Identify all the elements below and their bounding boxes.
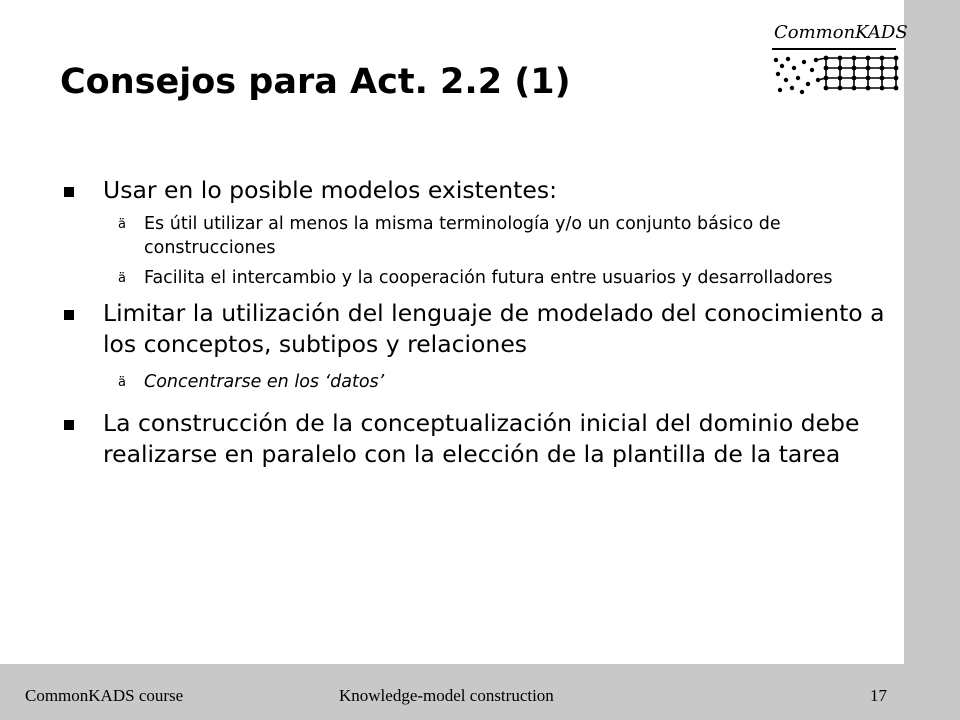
bullet-text: Limitar la utilización del lenguaje de modelado del conocimiento a los conceptos, subtipos y relaciones (103, 299, 885, 358)
logo-rule (772, 48, 896, 50)
sub-bullet-marker-icon: ä (118, 271, 126, 286)
square-bullet-icon (64, 187, 74, 197)
square-bullet-icon (64, 310, 74, 320)
logo-text: CommonKADS (774, 22, 908, 43)
commonkads-logo (768, 20, 908, 100)
sub-bullet-marker-icon: ä (118, 375, 126, 390)
footer-topic: Knowledge-model construction (339, 686, 554, 705)
slide-content (58, 175, 888, 480)
commonkads-network-logo-icon (772, 54, 900, 98)
bullet-limitar-lenguaje (58, 298, 888, 360)
bullet-text: La construcción de la conceptualización inicial del dominio debe realizarse en paralelo con la elección de la plantilla de la tarea (103, 409, 860, 468)
sub-bullet-datos (58, 370, 888, 394)
sub-bullet-marker-icon: ä (118, 217, 126, 232)
bullet-construccion-conceptualizacion (58, 408, 888, 470)
bullet-text: Usar en lo posible modelos existentes: (103, 176, 558, 204)
bullet-usar-modelos (58, 175, 888, 206)
footer-course: CommonKADS course (25, 686, 184, 705)
sub-bullet-text: Concentrarse en los ‘datos’ (144, 372, 385, 392)
footer-page-number: 17 (870, 686, 887, 705)
sub-bullet-text: Facilita el intercambio y la cooperación futura entre usuarios y desarrolladores (144, 268, 833, 288)
sub-bullet-text: Es útil utilizar al menos la misma terminología y/o un conjunto básico de construcciones (144, 214, 781, 258)
sub-bullet-intercambio (58, 266, 888, 290)
square-bullet-icon (64, 420, 74, 430)
sub-bullet-terminologia (58, 212, 888, 260)
slide-title: Consejos para Act. 2.2 (1) (60, 62, 571, 102)
